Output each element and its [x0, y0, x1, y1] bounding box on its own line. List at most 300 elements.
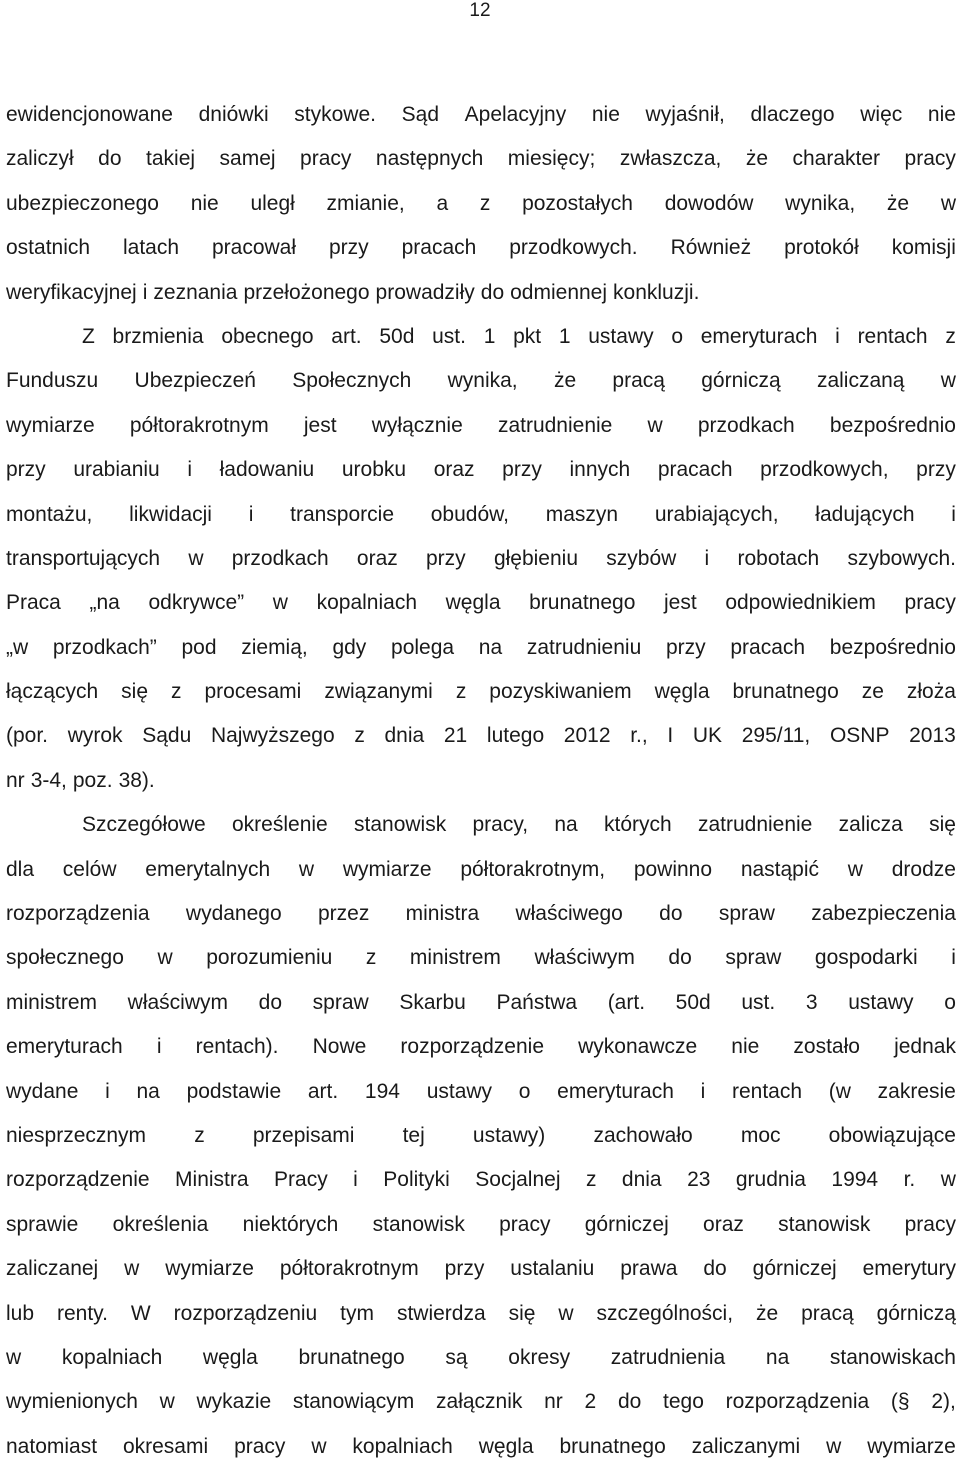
- word: w: [826, 1434, 842, 1458]
- word: Socjalnej: [475, 1168, 561, 1192]
- word: ustawy: [848, 990, 914, 1014]
- word: półtorakrotnym: [129, 413, 269, 437]
- word: ewidencjonowane: [6, 103, 173, 126]
- word: węgla: [202, 1345, 258, 1369]
- word: spraw: [312, 990, 369, 1014]
- word: 3-4,: [30, 768, 67, 792]
- word: drodze: [891, 857, 956, 881]
- word: 194: [364, 1079, 400, 1103]
- word: pracy: [904, 1212, 956, 1236]
- text-line: [6, 626, 956, 670]
- word: przy: [916, 458, 956, 482]
- word: przy: [502, 458, 542, 482]
- word: a: [436, 191, 449, 215]
- word: brunatnego: [732, 680, 839, 704]
- word: wydanego: [185, 902, 282, 926]
- word: 2012: [563, 724, 611, 748]
- word: renty.: [56, 1301, 108, 1325]
- word: latach: [123, 236, 180, 260]
- word: r.: [903, 1168, 916, 1192]
- word: okresami: [122, 1434, 209, 1458]
- word: uległ: [250, 191, 295, 215]
- word: porozumieniu: [206, 946, 333, 970]
- word: w: [6, 1345, 22, 1369]
- word: przy: [6, 458, 46, 482]
- word: gdy: [332, 635, 367, 659]
- text-line: [6, 1425, 956, 1469]
- word: spraw: [725, 946, 782, 970]
- word: natomiast: [6, 1434, 98, 1458]
- word: z: [455, 680, 467, 704]
- word: emeryturach: [700, 324, 818, 348]
- text-line: [6, 892, 956, 936]
- word: (por.: [6, 724, 49, 748]
- word: prowadziły: [375, 280, 475, 304]
- word: takiej: [146, 147, 196, 171]
- word: do: [668, 946, 692, 970]
- word: przodkach”: [52, 635, 157, 659]
- word: (w: [828, 1079, 851, 1103]
- word: właściwym: [127, 990, 228, 1014]
- word: w: [311, 1434, 327, 1458]
- word: (§: [890, 1390, 910, 1414]
- text-line: [6, 759, 956, 803]
- word: obudów,: [430, 502, 509, 526]
- word: zachowało: [593, 1123, 693, 1147]
- word: transporcie: [290, 502, 395, 526]
- word: zaliczanymi: [691, 1434, 801, 1458]
- word: ministrem: [6, 990, 98, 1014]
- word: i: [704, 546, 710, 570]
- word: 21: [443, 724, 468, 748]
- word: okresy: [508, 1345, 571, 1369]
- word: wydane: [6, 1079, 79, 1103]
- text-line: [6, 1292, 956, 1336]
- word: bezpośrednio: [829, 413, 956, 437]
- word: wykonawcze: [578, 1035, 698, 1059]
- word: ubezpieczonego: [6, 191, 159, 215]
- word: Apelacyjny: [464, 103, 567, 126]
- word: zatrudnienie: [497, 413, 613, 437]
- word: tego: [663, 1390, 704, 1414]
- word: właściwego: [515, 902, 623, 926]
- word: urabianiu: [73, 458, 160, 482]
- text-line: [6, 1247, 956, 1291]
- word: rozporządzeniu: [173, 1301, 318, 1325]
- word: ustalaniu: [510, 1257, 595, 1281]
- word: Społecznych: [292, 369, 412, 393]
- word: kopalniach: [316, 591, 417, 615]
- word: na: [478, 635, 503, 659]
- word: przepisami: [252, 1123, 355, 1147]
- word: charakter: [792, 147, 881, 171]
- word: pozyskiwaniem: [489, 680, 632, 704]
- word: I: [667, 724, 674, 748]
- word: emeryturach: [6, 1035, 123, 1059]
- word: pracy: [904, 147, 956, 171]
- word: 50d: [675, 990, 711, 1014]
- word: zatrudnieniu: [526, 635, 642, 659]
- word: z: [354, 724, 365, 748]
- word: pracy: [904, 591, 956, 615]
- word: górniczą: [701, 369, 781, 393]
- word: obowiązujące: [828, 1123, 956, 1147]
- word: montażu,: [6, 502, 93, 526]
- word: Polityki: [383, 1168, 450, 1192]
- word: zaliczył: [6, 147, 74, 171]
- word: brzmienia: [112, 324, 204, 348]
- text-line: [6, 404, 956, 448]
- text-line: [6, 848, 956, 892]
- word: pracy: [499, 1212, 551, 1236]
- word: do: [659, 902, 683, 926]
- text-line: [6, 448, 956, 492]
- word: kopalniach: [61, 1345, 163, 1369]
- word: niesprzecznym: [6, 1123, 147, 1147]
- word: 295/11,: [741, 724, 811, 748]
- word: odmiennej: [510, 280, 608, 304]
- word: się: [121, 680, 149, 704]
- word: z: [365, 946, 377, 970]
- word: dnia: [621, 1168, 662, 1192]
- text-line: [6, 1380, 956, 1424]
- word: w: [940, 369, 956, 393]
- word: się: [508, 1301, 536, 1325]
- word: przodkowych.: [509, 236, 638, 260]
- word: łączących: [6, 680, 99, 704]
- word: zakresie: [877, 1079, 956, 1103]
- word: stanowisk: [354, 813, 447, 837]
- word: pracy: [300, 147, 352, 171]
- word: w: [847, 857, 863, 881]
- word: pracą: [801, 1301, 854, 1325]
- word: określenia: [112, 1212, 209, 1236]
- word: związanymi: [324, 680, 433, 704]
- word: że: [755, 1301, 779, 1325]
- word: Pracy: [274, 1168, 328, 1192]
- word: dniówki: [198, 103, 269, 126]
- word: brunatnego: [559, 1434, 666, 1458]
- word: wymiarze: [342, 857, 432, 881]
- word: protokół: [784, 236, 859, 260]
- word: w: [159, 1390, 175, 1414]
- word: z: [171, 680, 182, 704]
- word: są: [445, 1345, 468, 1369]
- word: ze: [861, 680, 884, 704]
- word: „w: [6, 635, 29, 659]
- word: i: [105, 1079, 110, 1103]
- word: na: [554, 813, 578, 837]
- word: oraz: [433, 458, 475, 482]
- text-line: [6, 981, 956, 1025]
- text-line: [6, 359, 956, 403]
- word: podstawie: [186, 1079, 282, 1103]
- text-line: [6, 1070, 956, 1114]
- word: szczególności,: [596, 1301, 734, 1325]
- word: dlaczego: [750, 103, 835, 126]
- word: przy: [328, 236, 369, 260]
- word: zalicza: [838, 813, 903, 837]
- word: i: [156, 1035, 162, 1059]
- word: celów: [62, 857, 117, 881]
- word: zaliczanej: [6, 1257, 99, 1281]
- word: węgla: [478, 1434, 534, 1458]
- word: Szczegółowe: [82, 813, 206, 837]
- word: pracach: [401, 236, 477, 260]
- word: ministra: [405, 902, 480, 926]
- text-line: [6, 714, 956, 758]
- word: pracach: [657, 458, 733, 482]
- word: pracach: [730, 635, 806, 659]
- word: tym: [340, 1301, 374, 1325]
- word: w: [124, 1257, 140, 1281]
- word: Również: [670, 236, 752, 260]
- word: Z: [82, 324, 95, 348]
- word: dowodów: [664, 191, 754, 215]
- word: Najwyższego: [210, 724, 335, 748]
- word: złoża: [906, 680, 956, 704]
- word: zabezpieczenia: [811, 902, 956, 926]
- word: nr: [6, 768, 25, 792]
- word: w: [298, 857, 315, 881]
- word: na: [765, 1345, 790, 1369]
- word: konkluzji.: [613, 280, 700, 304]
- word: kopalniach: [352, 1434, 453, 1458]
- word: wymiarze: [6, 413, 95, 437]
- word: przodkowych,: [760, 458, 889, 482]
- word: 2013: [909, 724, 956, 748]
- word: w: [188, 546, 204, 570]
- word: samej: [219, 147, 276, 171]
- word: stykowe.: [294, 103, 376, 126]
- word: obecnego: [221, 324, 314, 348]
- word: zeznania: [153, 280, 238, 304]
- word: i: [700, 1079, 706, 1103]
- word: r.,: [630, 724, 648, 748]
- word: wyłącznie: [371, 413, 463, 437]
- word: do: [98, 147, 122, 171]
- word: 1: [558, 324, 571, 348]
- word: przodkach: [697, 413, 795, 437]
- word: ustawy: [588, 324, 654, 348]
- word: Funduszu: [6, 369, 99, 393]
- word: robotach: [737, 546, 820, 570]
- word: węgla: [654, 680, 710, 704]
- word: odkrywce”: [148, 591, 245, 615]
- text-line: [6, 670, 956, 714]
- word: o: [671, 324, 684, 348]
- word: właściwym: [534, 946, 635, 970]
- word: i: [835, 324, 840, 348]
- word: ziemią,: [241, 635, 308, 659]
- word: do: [703, 1257, 727, 1281]
- text-line: [6, 1025, 956, 1069]
- word: emerytalnych: [145, 857, 271, 881]
- word: dnia: [384, 724, 425, 748]
- word: wynika,: [785, 191, 856, 215]
- word: stwierdza: [396, 1301, 486, 1325]
- word: wymiarze: [165, 1257, 254, 1281]
- word: nie: [591, 103, 620, 126]
- word: 1994: [831, 1168, 879, 1192]
- word: pod: [181, 635, 217, 659]
- word: w: [647, 413, 663, 437]
- word: nr: [544, 1390, 563, 1414]
- word: głębieniu: [493, 546, 579, 570]
- word: i: [951, 946, 956, 970]
- word: sprawie: [6, 1212, 79, 1236]
- word: stanowisk: [778, 1212, 871, 1236]
- word: (art.: [607, 990, 646, 1014]
- word: przy: [665, 635, 706, 659]
- word: nie: [731, 1035, 760, 1059]
- word: ustawy): [472, 1123, 546, 1147]
- word: emerytury: [862, 1257, 956, 1281]
- word: ostatnich: [6, 236, 91, 260]
- text-line: [6, 226, 956, 270]
- word: urobku: [341, 458, 407, 482]
- word: pracą: [612, 369, 665, 393]
- word: rozporządzenie: [6, 1168, 150, 1192]
- word: i: [142, 280, 148, 304]
- word: szybowych.: [847, 546, 956, 570]
- word: zostało: [793, 1035, 860, 1059]
- word: moc: [740, 1123, 781, 1147]
- word: górniczej: [752, 1257, 837, 1281]
- word: stanowiącym: [292, 1390, 415, 1414]
- word: art.: [331, 324, 362, 348]
- word: UK: [692, 724, 723, 748]
- text-line: [6, 315, 956, 359]
- page-number: 12: [469, 0, 491, 21]
- word: zaliczaną: [816, 369, 905, 393]
- word: odpowiednikiem: [725, 591, 876, 615]
- word: dla: [6, 857, 35, 881]
- word: brunatnego: [298, 1345, 405, 1369]
- word: wyrok: [67, 724, 123, 748]
- word: rozporządzenie: [400, 1035, 544, 1059]
- word: o: [944, 990, 956, 1014]
- word: zatrudnienie: [697, 813, 813, 837]
- word: poz.: [72, 768, 113, 792]
- word: nie: [190, 191, 219, 215]
- text-line: [6, 182, 956, 226]
- word: art.: [307, 1079, 339, 1103]
- word: nie: [927, 103, 956, 126]
- word: transportujących: [6, 546, 161, 570]
- word: górniczej: [584, 1212, 669, 1236]
- text-line: [6, 1158, 956, 1202]
- word: z: [585, 1168, 597, 1192]
- word: jest: [664, 591, 697, 615]
- text-line: [6, 1203, 956, 1247]
- word: oraz: [356, 546, 398, 570]
- word: likwidacji: [129, 502, 212, 526]
- word: zatrudnienia: [610, 1345, 726, 1369]
- word: rentach: [732, 1079, 803, 1103]
- word: do: [258, 990, 282, 1014]
- word: pracy: [234, 1434, 286, 1458]
- word: niektórych: [242, 1212, 339, 1236]
- word: górniczą: [876, 1301, 956, 1325]
- word: brunatnego: [529, 591, 636, 615]
- word: pkt: [513, 324, 542, 348]
- word: oraz: [703, 1212, 744, 1236]
- word: Skarbu: [399, 990, 466, 1014]
- word: rentach: [857, 324, 928, 348]
- word: wykazie: [196, 1390, 272, 1414]
- word: z: [194, 1123, 205, 1147]
- word: przełożonego: [243, 280, 370, 304]
- word: bezpośrednio: [829, 635, 956, 659]
- word: 3: [805, 990, 818, 1014]
- word: przodkach: [231, 546, 329, 570]
- word: i: [187, 458, 193, 482]
- word: załącznik: [436, 1390, 523, 1414]
- word: 23: [687, 1168, 711, 1192]
- word: z: [479, 191, 491, 215]
- word: i: [353, 1168, 358, 1192]
- word: z: [945, 324, 956, 348]
- word: do: [617, 1390, 642, 1414]
- word: W: [130, 1301, 151, 1325]
- word: do: [480, 280, 505, 304]
- word: w: [940, 1168, 956, 1192]
- word: Sąd: [401, 103, 440, 126]
- word: ministrem: [409, 946, 501, 970]
- word: i: [951, 502, 956, 526]
- word: innych: [569, 458, 631, 482]
- word: stanowiskach: [829, 1345, 956, 1369]
- word: że: [886, 191, 910, 215]
- word: w: [558, 1301, 574, 1325]
- word: Państwa: [496, 990, 578, 1014]
- word: rentach).: [195, 1035, 279, 1059]
- word: w: [272, 591, 288, 615]
- text-line: [6, 581, 956, 625]
- word: i: [248, 502, 254, 526]
- word: spraw: [718, 902, 775, 926]
- text-line: [6, 1114, 956, 1158]
- word: określenie: [232, 813, 328, 837]
- word: o: [518, 1079, 531, 1103]
- word: przez: [317, 902, 370, 926]
- word: powinno: [633, 857, 713, 881]
- text-line: [6, 803, 956, 847]
- word: ładowaniu: [219, 458, 315, 482]
- word: urabiających,: [654, 502, 779, 526]
- word: wymiarze: [867, 1434, 956, 1458]
- word: 50d: [379, 324, 415, 348]
- word: prawa: [620, 1257, 678, 1281]
- word: tej: [402, 1123, 425, 1147]
- word: miesięcy;: [507, 147, 596, 171]
- word: półtorakrotnym,: [460, 857, 606, 881]
- word: grudnia: [735, 1168, 806, 1192]
- word: rozporządzenia: [725, 1390, 870, 1414]
- word: pracował: [211, 236, 297, 260]
- word: przy: [426, 546, 466, 570]
- word: emeryturach: [557, 1079, 674, 1103]
- word: lutego: [486, 724, 545, 748]
- text-line: [6, 493, 956, 537]
- word: zmianie,: [326, 191, 405, 215]
- word: następnych: [375, 147, 484, 171]
- word: zwłaszcza,: [619, 147, 722, 171]
- word: jest: [303, 413, 337, 437]
- word: weryfikacyjnej: [6, 280, 137, 304]
- word: gospodarki: [814, 946, 918, 970]
